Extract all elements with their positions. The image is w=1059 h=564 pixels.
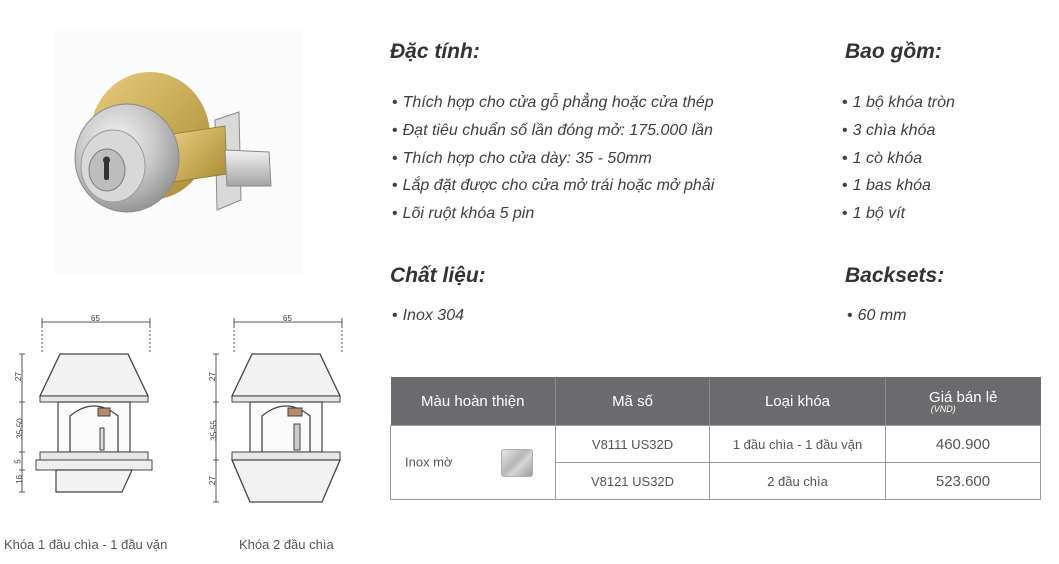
- width-dimension: 65: [91, 314, 100, 323]
- list-item: • 1 bộ vít: [842, 200, 955, 228]
- door-thickness-dimension: 35-50: [15, 418, 25, 439]
- header-finish: Màu hoàn thiện: [391, 377, 556, 426]
- finish-swatch: [501, 449, 533, 477]
- width-dimension: 65: [283, 314, 292, 323]
- type-cell: 1 đầu chìa - 1 đầu vặn: [710, 426, 886, 463]
- table-row: [391, 426, 1041, 463]
- height-dimension-top: 27: [207, 372, 217, 381]
- type-cell: 2 đầu chìa: [710, 463, 886, 500]
- features-list: [392, 89, 714, 228]
- code-cell: V8111 US32D: [556, 426, 710, 463]
- price-cell: 523.600: [886, 463, 1041, 500]
- product-photo: [55, 28, 303, 274]
- drawing-double-cylinder: [208, 312, 358, 513]
- header-price-unit: (VND): [930, 403, 956, 414]
- material-list: [392, 302, 464, 330]
- list-item: • 1 bộ khóa tròn: [842, 89, 955, 117]
- header-type: Loại khóa: [710, 377, 886, 426]
- finish-label: Inox mờ: [405, 453, 453, 469]
- height-dimension-top: 27: [13, 372, 23, 381]
- includes-heading: Bao gồm:: [845, 40, 942, 63]
- table-header-row: [391, 377, 1041, 426]
- header-price: [886, 377, 1041, 426]
- code-cell: V8121 US32D: [556, 463, 710, 500]
- list-item: • Lõi ruột khóa 5 pin: [392, 200, 714, 228]
- list-item: • Thích hợp cho cửa dày: 35 - 50mm: [392, 145, 714, 173]
- plate-dimension: 5: [13, 459, 23, 464]
- list-item: • Lắp đặt được cho cửa mở trái hoặc mở phải: [392, 172, 714, 200]
- deadbolt-image: [55, 28, 303, 274]
- drawing-single-cylinder: [13, 312, 166, 507]
- backsets-list: [847, 302, 907, 330]
- price-cell: 460.900: [886, 426, 1041, 463]
- caption-single-cylinder: Khóa 1 đầu chìa - 1 đầu vặn: [4, 537, 168, 552]
- backsets-heading: Backsets:: [845, 264, 945, 287]
- finish-cell: [391, 426, 556, 500]
- list-item: • 3 chìa khóa: [842, 117, 955, 145]
- list-item: • Inox 304: [392, 302, 464, 330]
- list-item: • Thích hợp cho cửa gỗ phẳng hoặc cửa thép: [392, 89, 714, 117]
- height-dimension-bottom: 27: [207, 476, 217, 485]
- list-item: • 1 cò khóa: [842, 145, 955, 173]
- includes-list: [842, 89, 955, 228]
- features-heading: Đặc tính:: [390, 40, 480, 63]
- list-item: • 60 mm: [847, 302, 907, 330]
- list-item: • 1 bas khóa: [842, 172, 955, 200]
- caption-double-cylinder: Khóa 2 đầu chìa: [239, 537, 334, 552]
- header-code: Mã số: [556, 377, 710, 426]
- thumbturn-dimension: 16: [14, 475, 24, 484]
- price-table: [390, 377, 1041, 500]
- list-item: • Đạt tiêu chuẩn số lần đóng mở: 175.000 lần: [392, 117, 714, 145]
- material-heading: Chất liệu:: [390, 264, 486, 287]
- header-price-label: Giá bán lẻ: [929, 388, 998, 406]
- door-thickness-dimension: 35-55: [209, 420, 219, 441]
